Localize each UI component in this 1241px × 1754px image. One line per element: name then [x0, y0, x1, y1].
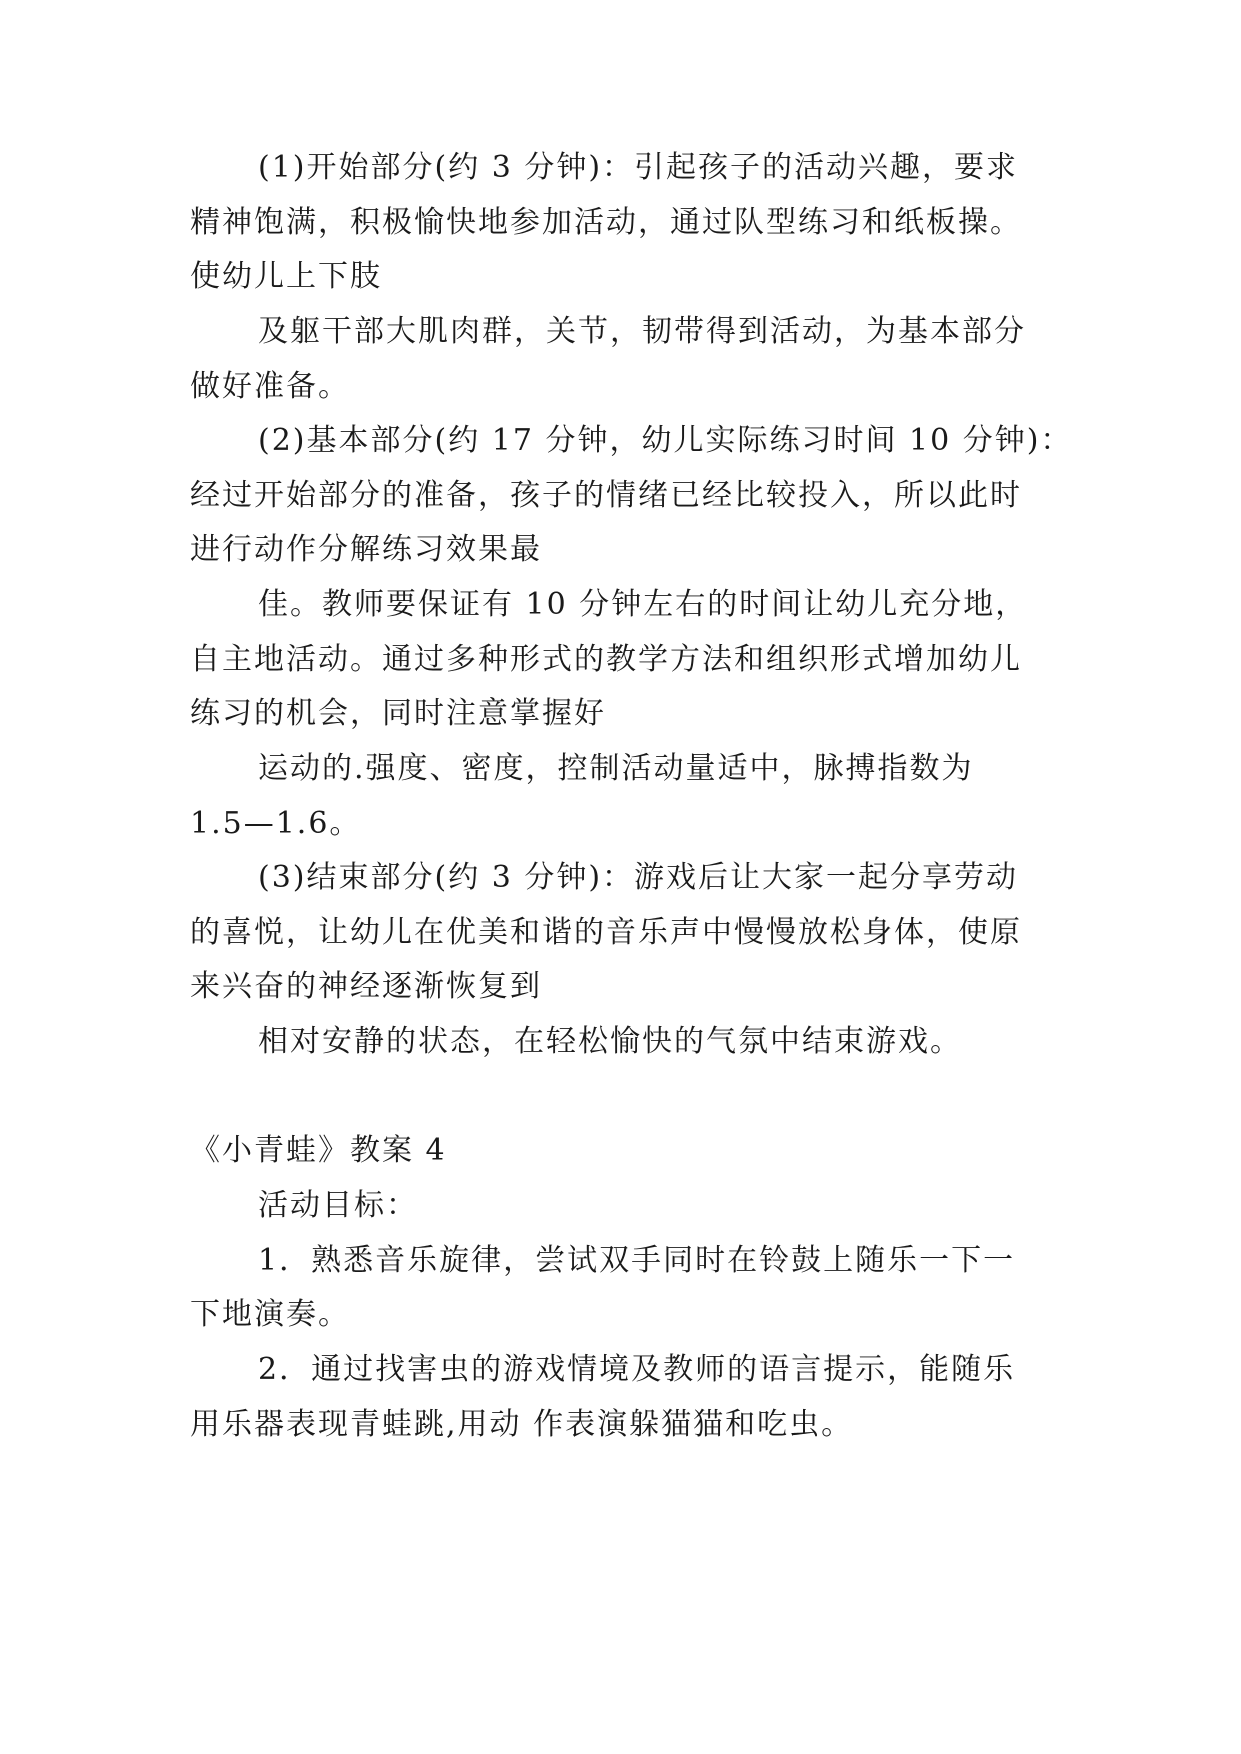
paragraph-4-line-2: 自主地活动。通过多种形式的教学方法和组织形式增加幼儿 — [190, 642, 1022, 677]
paragraph-1-line-2: 精神饱满，积极愉快地参加活动，通过队型练习和纸板操。 — [190, 205, 1022, 240]
goal-2-line-2: 用乐器表现青蛙跳,用动 作表演躲猫猫和吃虫。 — [190, 1407, 854, 1442]
goal-2-line-1: 2．通过找害虫的游戏情境及教师的语言提示，能随乐 — [258, 1352, 1016, 1387]
paragraph-4-line-3: 练习的机会，同时注意掌握好 — [190, 696, 606, 731]
goals-heading: 活动目标： — [258, 1188, 418, 1223]
paragraph-1-line-1: (1)开始部分(约 3 分钟)：引起孩子的活动兴趣，要求 — [258, 150, 1019, 185]
paragraph-3-line-1: (2)基本部分(约 17 分钟，幼儿实际练习时间 10 分钟)： — [258, 423, 1073, 458]
goal-1-line-2: 下地演奏。 — [190, 1297, 350, 1332]
paragraph-2-line-1: 及躯干部大肌肉群，关节，韧带得到活动，为基本部分 — [258, 314, 1026, 349]
paragraph-1-line-3: 使幼儿上下肢 — [190, 259, 382, 294]
section-title: 《小青蛙》教案 4 — [190, 1133, 447, 1168]
paragraph-7-line-1: 相对安静的状态，在轻松愉快的气氛中结束游戏。 — [258, 1024, 962, 1059]
paragraph-6-line-1: (3)结束部分(约 3 分钟)：游戏后让大家一起分享劳动 — [258, 860, 1019, 895]
paragraph-5-line-2: 1.5—1.6。 — [190, 806, 362, 841]
paragraph-3-line-3: 进行动作分解练习效果最 — [190, 532, 542, 567]
paragraph-3-line-2: 经过开始部分的准备，孩子的情绪已经比较投入，所以此时 — [190, 478, 1022, 513]
paragraph-4-line-1: 佳。教师要保证有 10 分钟左右的时间让幼儿充分地， — [258, 587, 1028, 622]
paragraph-6-line-3: 来兴奋的神经逐渐恢复到 — [190, 969, 542, 1004]
paragraph-2-line-2: 做好准备。 — [190, 369, 350, 404]
paragraph-6-line-2: 的喜悦，让幼儿在优美和谐的音乐声中慢慢放松身体，使原 — [190, 915, 1022, 950]
paragraph-5-line-1: 运动的.强度、密度，控制活动量适中，脉搏指数为 — [258, 751, 974, 786]
goal-1-line-1: 1．熟悉音乐旋律，尝试双手同时在铃鼓上随乐一下一 — [258, 1243, 1016, 1278]
